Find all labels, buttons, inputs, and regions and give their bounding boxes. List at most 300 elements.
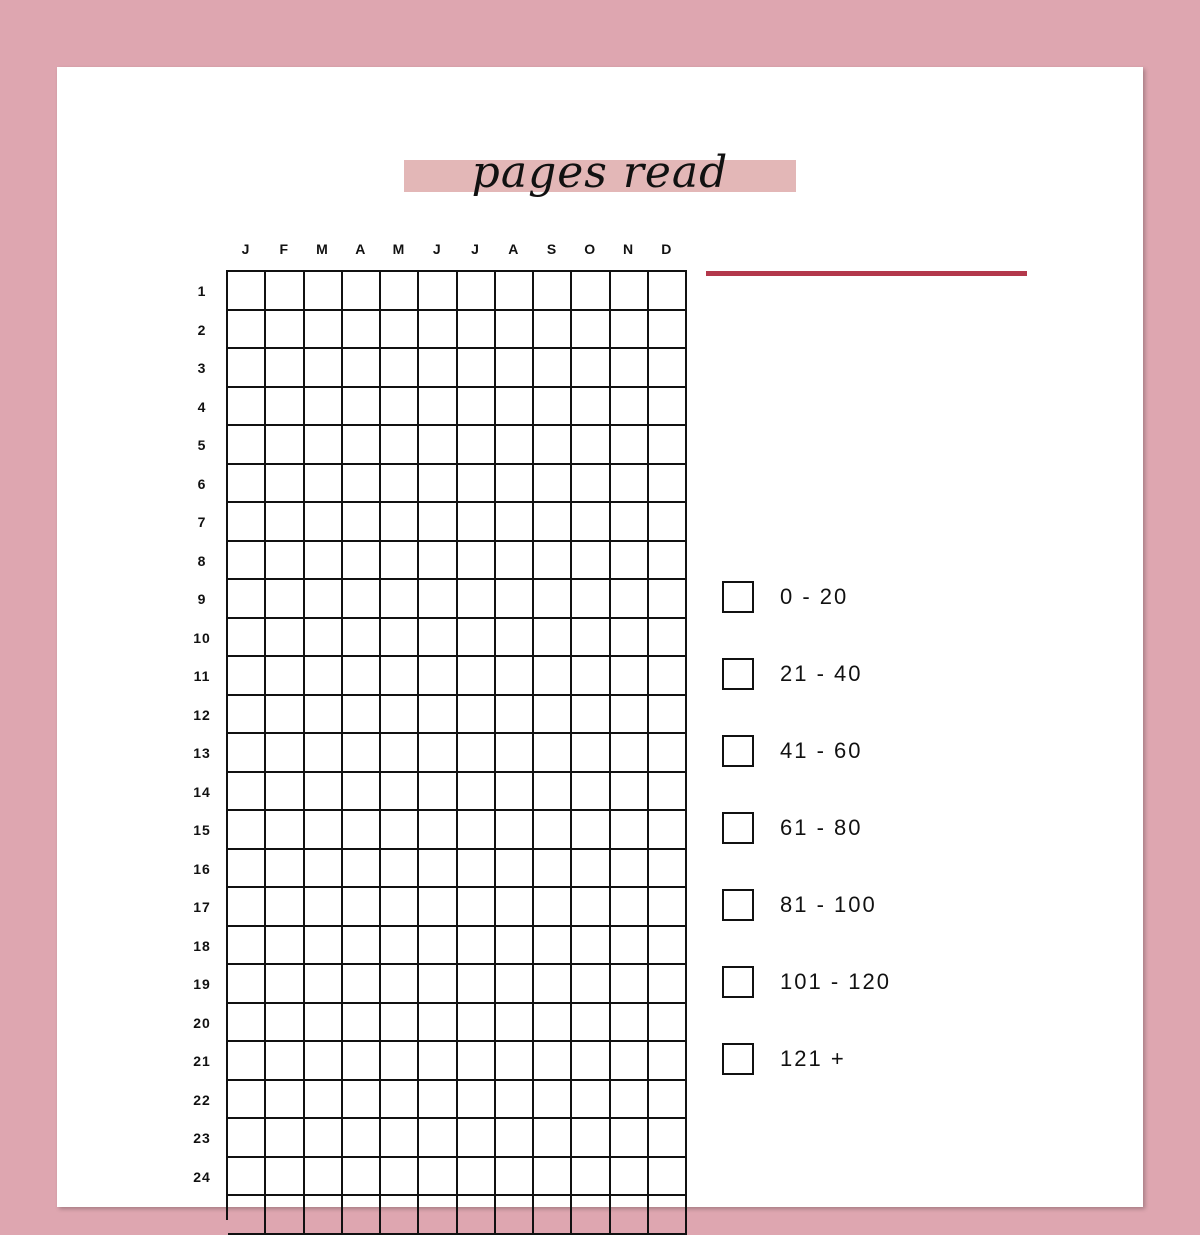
grid-cell[interactable]: [496, 1158, 534, 1197]
grid-cell[interactable]: [228, 1119, 266, 1158]
key-color-box[interactable]: [722, 889, 754, 921]
grid-cell[interactable]: [419, 1196, 457, 1235]
grid-cell[interactable]: [611, 1196, 649, 1235]
grid-cell[interactable]: [649, 465, 687, 504]
grid-cell[interactable]: [343, 927, 381, 966]
grid-cell[interactable]: [381, 850, 419, 889]
grid-cell[interactable]: [572, 1196, 610, 1235]
grid-cell[interactable]: [649, 1042, 687, 1081]
grid-cell[interactable]: [534, 272, 572, 311]
grid-cell[interactable]: [266, 619, 304, 658]
grid-cell[interactable]: [381, 773, 419, 812]
grid-cell[interactable]: [611, 888, 649, 927]
grid-cell[interactable]: [496, 1196, 534, 1235]
grid-cell[interactable]: [611, 426, 649, 465]
grid-cell[interactable]: [496, 272, 534, 311]
grid-cell[interactable]: [458, 272, 496, 311]
grid-cell[interactable]: [419, 542, 457, 581]
grid-cell[interactable]: [343, 542, 381, 581]
grid-cell[interactable]: [419, 773, 457, 812]
grid-cell[interactable]: [228, 1042, 266, 1081]
grid-cell[interactable]: [381, 503, 419, 542]
grid-cell[interactable]: [305, 1119, 343, 1158]
grid-cell[interactable]: [611, 1119, 649, 1158]
grid-cell[interactable]: [305, 388, 343, 427]
grid-cell[interactable]: [228, 965, 266, 1004]
grid-cell[interactable]: [381, 272, 419, 311]
grid-cell[interactable]: [381, 657, 419, 696]
grid-cell[interactable]: [419, 619, 457, 658]
grid-cell[interactable]: [534, 734, 572, 773]
grid-cell[interactable]: [419, 811, 457, 850]
grid-cell[interactable]: [266, 811, 304, 850]
grid-cell[interactable]: [572, 811, 610, 850]
grid-cell[interactable]: [649, 1196, 687, 1235]
grid-cell[interactable]: [381, 1004, 419, 1043]
grid-cell[interactable]: [381, 619, 419, 658]
grid-cell[interactable]: [228, 734, 266, 773]
grid-cell[interactable]: [649, 311, 687, 350]
grid-cell[interactable]: [496, 1004, 534, 1043]
grid-cell[interactable]: [496, 619, 534, 658]
grid-cell[interactable]: [649, 388, 687, 427]
grid-cell[interactable]: [419, 503, 457, 542]
grid-cell[interactable]: [611, 696, 649, 735]
grid-cell[interactable]: [611, 542, 649, 581]
grid-cell[interactable]: [228, 1004, 266, 1043]
grid-cell[interactable]: [343, 1196, 381, 1235]
grid-cell[interactable]: [534, 465, 572, 504]
grid-cell[interactable]: [458, 465, 496, 504]
grid-cell[interactable]: [381, 1042, 419, 1081]
grid-cell[interactable]: [458, 1119, 496, 1158]
grid-cell[interactable]: [228, 503, 266, 542]
grid-cell[interactable]: [611, 1158, 649, 1197]
key-color-box[interactable]: [722, 581, 754, 613]
grid-cell[interactable]: [611, 773, 649, 812]
grid-cell[interactable]: [534, 850, 572, 889]
grid-cell[interactable]: [649, 734, 687, 773]
grid-cell[interactable]: [534, 1158, 572, 1197]
grid-cell[interactable]: [534, 619, 572, 658]
grid-cell[interactable]: [381, 696, 419, 735]
key-color-box[interactable]: [722, 812, 754, 844]
grid-cell[interactable]: [572, 272, 610, 311]
grid-cell[interactable]: [496, 580, 534, 619]
grid-cell[interactable]: [266, 426, 304, 465]
grid-cell[interactable]: [419, 465, 457, 504]
grid-cell[interactable]: [649, 580, 687, 619]
grid-cell[interactable]: [228, 773, 266, 812]
grid-cell[interactable]: [572, 503, 610, 542]
grid-cell[interactable]: [572, 1158, 610, 1197]
grid-cell[interactable]: [572, 888, 610, 927]
grid-cell[interactable]: [496, 465, 534, 504]
grid-cell[interactable]: [305, 503, 343, 542]
grid-cell[interactable]: [381, 426, 419, 465]
grid-cell[interactable]: [458, 503, 496, 542]
grid-cell[interactable]: [419, 1119, 457, 1158]
grid-cell[interactable]: [534, 311, 572, 350]
grid-cell[interactable]: [572, 580, 610, 619]
grid-cell[interactable]: [381, 965, 419, 1004]
grid-cell[interactable]: [266, 1196, 304, 1235]
grid-cell[interactable]: [496, 1042, 534, 1081]
grid-cell[interactable]: [228, 272, 266, 311]
grid-cell[interactable]: [305, 272, 343, 311]
grid-cell[interactable]: [305, 773, 343, 812]
grid-cell[interactable]: [534, 542, 572, 581]
grid-cell[interactable]: [611, 349, 649, 388]
grid-cell[interactable]: [305, 465, 343, 504]
grid-cell[interactable]: [381, 311, 419, 350]
grid-cell[interactable]: [381, 542, 419, 581]
grid-cell[interactable]: [572, 1081, 610, 1120]
grid-cell[interactable]: [611, 619, 649, 658]
grid-cell[interactable]: [305, 850, 343, 889]
grid-cell[interactable]: [496, 503, 534, 542]
grid-cell[interactable]: [534, 927, 572, 966]
grid-cell[interactable]: [534, 1004, 572, 1043]
grid-cell[interactable]: [458, 888, 496, 927]
grid-cell[interactable]: [496, 426, 534, 465]
grid-cell[interactable]: [305, 811, 343, 850]
grid-cell[interactable]: [649, 1004, 687, 1043]
grid-cell[interactable]: [534, 696, 572, 735]
grid-cell[interactable]: [343, 1004, 381, 1043]
grid-cell[interactable]: [649, 965, 687, 1004]
grid-cell[interactable]: [611, 272, 649, 311]
grid-cell[interactable]: [381, 580, 419, 619]
grid-cell[interactable]: [496, 696, 534, 735]
grid-cell[interactable]: [419, 349, 457, 388]
grid-cell[interactable]: [496, 311, 534, 350]
grid-cell[interactable]: [649, 1158, 687, 1197]
grid-cell[interactable]: [496, 734, 534, 773]
grid-cell[interactable]: [649, 927, 687, 966]
grid-cell[interactable]: [458, 542, 496, 581]
grid-cell[interactable]: [458, 1158, 496, 1197]
grid-cell[interactable]: [458, 311, 496, 350]
grid-cell[interactable]: [228, 349, 266, 388]
grid-cell[interactable]: [305, 888, 343, 927]
grid-cell[interactable]: [266, 311, 304, 350]
grid-cell[interactable]: [458, 1004, 496, 1043]
grid-cell[interactable]: [305, 1196, 343, 1235]
grid-cell[interactable]: [266, 1004, 304, 1043]
grid-cell[interactable]: [458, 773, 496, 812]
grid-cell[interactable]: [381, 811, 419, 850]
grid-cell[interactable]: [496, 657, 534, 696]
grid-cell[interactable]: [611, 311, 649, 350]
grid-cell[interactable]: [343, 734, 381, 773]
grid-cell[interactable]: [572, 773, 610, 812]
grid-cell[interactable]: [343, 388, 381, 427]
grid-cell[interactable]: [266, 696, 304, 735]
grid-cell[interactable]: [228, 426, 266, 465]
grid-cell[interactable]: [419, 696, 457, 735]
grid-cell[interactable]: [611, 657, 649, 696]
grid-cell[interactable]: [534, 426, 572, 465]
grid-cell[interactable]: [266, 1119, 304, 1158]
grid-cell[interactable]: [419, 657, 457, 696]
grid-cell[interactable]: [649, 773, 687, 812]
grid-cell[interactable]: [266, 1158, 304, 1197]
grid-cell[interactable]: [343, 311, 381, 350]
grid-cell[interactable]: [343, 657, 381, 696]
grid-cell[interactable]: [343, 619, 381, 658]
grid-cell[interactable]: [305, 1004, 343, 1043]
grid-cell[interactable]: [266, 657, 304, 696]
grid-cell[interactable]: [305, 657, 343, 696]
grid-cell[interactable]: [572, 1119, 610, 1158]
grid-cell[interactable]: [572, 657, 610, 696]
grid-cell[interactable]: [381, 1196, 419, 1235]
grid-cell[interactable]: [534, 1196, 572, 1235]
grid-cell[interactable]: [343, 1081, 381, 1120]
grid-cell[interactable]: [458, 349, 496, 388]
grid-cell[interactable]: [496, 773, 534, 812]
grid-cell[interactable]: [534, 888, 572, 927]
grid-cell[interactable]: [381, 1158, 419, 1197]
grid-cell[interactable]: [458, 657, 496, 696]
grid-cell[interactable]: [534, 773, 572, 812]
grid-cell[interactable]: [572, 311, 610, 350]
grid-cell[interactable]: [228, 1158, 266, 1197]
grid-cell[interactable]: [611, 850, 649, 889]
grid-cell[interactable]: [419, 311, 457, 350]
grid-cell[interactable]: [419, 888, 457, 927]
grid-cell[interactable]: [381, 1119, 419, 1158]
grid-cell[interactable]: [496, 388, 534, 427]
grid-cell[interactable]: [534, 388, 572, 427]
grid-cell[interactable]: [611, 1042, 649, 1081]
grid-cell[interactable]: [343, 1119, 381, 1158]
grid-cell[interactable]: [381, 1081, 419, 1120]
grid-cell[interactable]: [534, 1081, 572, 1120]
grid-cell[interactable]: [458, 1042, 496, 1081]
grid-cell[interactable]: [381, 388, 419, 427]
grid-cell[interactable]: [305, 965, 343, 1004]
grid-cell[interactable]: [534, 349, 572, 388]
grid-cell[interactable]: [266, 542, 304, 581]
grid-cell[interactable]: [458, 1081, 496, 1120]
grid-cell[interactable]: [496, 927, 534, 966]
grid-cell[interactable]: [496, 811, 534, 850]
grid-cell[interactable]: [572, 696, 610, 735]
grid-cell[interactable]: [572, 965, 610, 1004]
grid-cell[interactable]: [305, 349, 343, 388]
grid-cell[interactable]: [534, 580, 572, 619]
grid-cell[interactable]: [419, 388, 457, 427]
grid-cell[interactable]: [611, 465, 649, 504]
grid-cell[interactable]: [572, 542, 610, 581]
grid-cell[interactable]: [572, 619, 610, 658]
grid-cell[interactable]: [649, 542, 687, 581]
grid-cell[interactable]: [534, 503, 572, 542]
grid-cell[interactable]: [611, 965, 649, 1004]
grid-cell[interactable]: [458, 965, 496, 1004]
grid-cell[interactable]: [458, 927, 496, 966]
grid-cell[interactable]: [649, 888, 687, 927]
grid-cell[interactable]: [611, 1081, 649, 1120]
grid-cell[interactable]: [228, 465, 266, 504]
grid-cell[interactable]: [534, 965, 572, 1004]
grid-cell[interactable]: [419, 927, 457, 966]
grid-cell[interactable]: [228, 811, 266, 850]
grid-cell[interactable]: [266, 1081, 304, 1120]
grid-cell[interactable]: [228, 927, 266, 966]
grid-cell[interactable]: [228, 1196, 266, 1235]
grid-cell[interactable]: [266, 272, 304, 311]
key-color-box[interactable]: [722, 1043, 754, 1075]
grid-cell[interactable]: [343, 1042, 381, 1081]
grid-cell[interactable]: [496, 542, 534, 581]
grid-cell[interactable]: [343, 272, 381, 311]
grid-cell[interactable]: [228, 696, 266, 735]
grid-cell[interactable]: [381, 465, 419, 504]
grid-cell[interactable]: [228, 311, 266, 350]
grid-cell[interactable]: [611, 580, 649, 619]
grid-cell[interactable]: [305, 734, 343, 773]
grid-cell[interactable]: [228, 1081, 266, 1120]
grid-cell[interactable]: [343, 580, 381, 619]
grid-cell[interactable]: [305, 311, 343, 350]
grid-cell[interactable]: [496, 349, 534, 388]
grid-cell[interactable]: [228, 619, 266, 658]
grid-cell[interactable]: [649, 1119, 687, 1158]
grid-cell[interactable]: [343, 503, 381, 542]
grid-cell[interactable]: [572, 388, 610, 427]
grid-cell[interactable]: [419, 272, 457, 311]
grid-cell[interactable]: [649, 811, 687, 850]
grid-cell[interactable]: [419, 965, 457, 1004]
grid-cell[interactable]: [611, 734, 649, 773]
grid-cell[interactable]: [572, 734, 610, 773]
grid-cell[interactable]: [572, 1004, 610, 1043]
grid-cell[interactable]: [343, 1158, 381, 1197]
grid-cell[interactable]: [496, 1081, 534, 1120]
grid-cell[interactable]: [381, 888, 419, 927]
grid-cell[interactable]: [266, 580, 304, 619]
grid-cell[interactable]: [381, 927, 419, 966]
grid-cell[interactable]: [611, 503, 649, 542]
grid-cell[interactable]: [266, 850, 304, 889]
grid-cell[interactable]: [649, 503, 687, 542]
grid-cell[interactable]: [458, 1196, 496, 1235]
grid-cell[interactable]: [305, 542, 343, 581]
grid-cell[interactable]: [611, 811, 649, 850]
key-color-box[interactable]: [722, 735, 754, 767]
grid-cell[interactable]: [534, 657, 572, 696]
grid-cell[interactable]: [496, 965, 534, 1004]
grid-cell[interactable]: [572, 927, 610, 966]
grid-cell[interactable]: [266, 773, 304, 812]
grid-cell[interactable]: [266, 503, 304, 542]
grid-cell[interactable]: [496, 1119, 534, 1158]
grid-cell[interactable]: [458, 850, 496, 889]
grid-cell[interactable]: [496, 850, 534, 889]
grid-cell[interactable]: [649, 349, 687, 388]
grid-cell[interactable]: [343, 426, 381, 465]
grid-cell[interactable]: [305, 580, 343, 619]
grid-cell[interactable]: [343, 696, 381, 735]
grid-cell[interactable]: [419, 426, 457, 465]
grid-cell[interactable]: [305, 696, 343, 735]
grid-cell[interactable]: [534, 811, 572, 850]
grid-cell[interactable]: [534, 1042, 572, 1081]
grid-cell[interactable]: [419, 1004, 457, 1043]
grid-cell[interactable]: [266, 734, 304, 773]
grid-cell[interactable]: [305, 1081, 343, 1120]
grid-cell[interactable]: [266, 465, 304, 504]
grid-cell[interactable]: [649, 619, 687, 658]
grid-cell[interactable]: [458, 388, 496, 427]
grid-cell[interactable]: [419, 1081, 457, 1120]
grid-cell[interactable]: [266, 1042, 304, 1081]
grid-cell[interactable]: [228, 580, 266, 619]
grid-cell[interactable]: [381, 734, 419, 773]
grid-cell[interactable]: [419, 580, 457, 619]
grid-cell[interactable]: [381, 349, 419, 388]
grid-cell[interactable]: [343, 773, 381, 812]
key-color-box[interactable]: [722, 966, 754, 998]
grid-cell[interactable]: [534, 1119, 572, 1158]
grid-cell[interactable]: [458, 619, 496, 658]
grid-cell[interactable]: [343, 811, 381, 850]
grid-cell[interactable]: [228, 542, 266, 581]
grid-cell[interactable]: [228, 850, 266, 889]
grid-cell[interactable]: [572, 850, 610, 889]
grid-cell[interactable]: [611, 388, 649, 427]
grid-cell[interactable]: [305, 927, 343, 966]
grid-cell[interactable]: [611, 927, 649, 966]
grid-cell[interactable]: [458, 580, 496, 619]
grid-cell[interactable]: [228, 888, 266, 927]
grid-cell[interactable]: [343, 465, 381, 504]
grid-cell[interactable]: [343, 965, 381, 1004]
grid-cell[interactable]: [496, 888, 534, 927]
grid-cell[interactable]: [305, 426, 343, 465]
grid-cell[interactable]: [343, 349, 381, 388]
grid-cell[interactable]: [649, 272, 687, 311]
grid-cell[interactable]: [649, 1081, 687, 1120]
grid-cell[interactable]: [305, 619, 343, 658]
grid-cell[interactable]: [458, 426, 496, 465]
grid-cell[interactable]: [228, 657, 266, 696]
grid-cell[interactable]: [343, 888, 381, 927]
grid-cell[interactable]: [649, 426, 687, 465]
grid-cell[interactable]: [611, 1004, 649, 1043]
grid-cell[interactable]: [266, 888, 304, 927]
grid-cell[interactable]: [572, 426, 610, 465]
grid-cell[interactable]: [572, 1042, 610, 1081]
grid-cell[interactable]: [305, 1158, 343, 1197]
grid-cell[interactable]: [458, 811, 496, 850]
grid-cell[interactable]: [228, 388, 266, 427]
grid-cell[interactable]: [266, 388, 304, 427]
grid-cell[interactable]: [266, 965, 304, 1004]
grid-cell[interactable]: [572, 349, 610, 388]
grid-cell[interactable]: [649, 850, 687, 889]
grid-cell[interactable]: [649, 696, 687, 735]
grid-cell[interactable]: [458, 696, 496, 735]
key-color-box[interactable]: [722, 658, 754, 690]
grid-cell[interactable]: [419, 1042, 457, 1081]
grid-cell[interactable]: [266, 349, 304, 388]
grid-cell[interactable]: [343, 850, 381, 889]
grid-cell[interactable]: [419, 1158, 457, 1197]
